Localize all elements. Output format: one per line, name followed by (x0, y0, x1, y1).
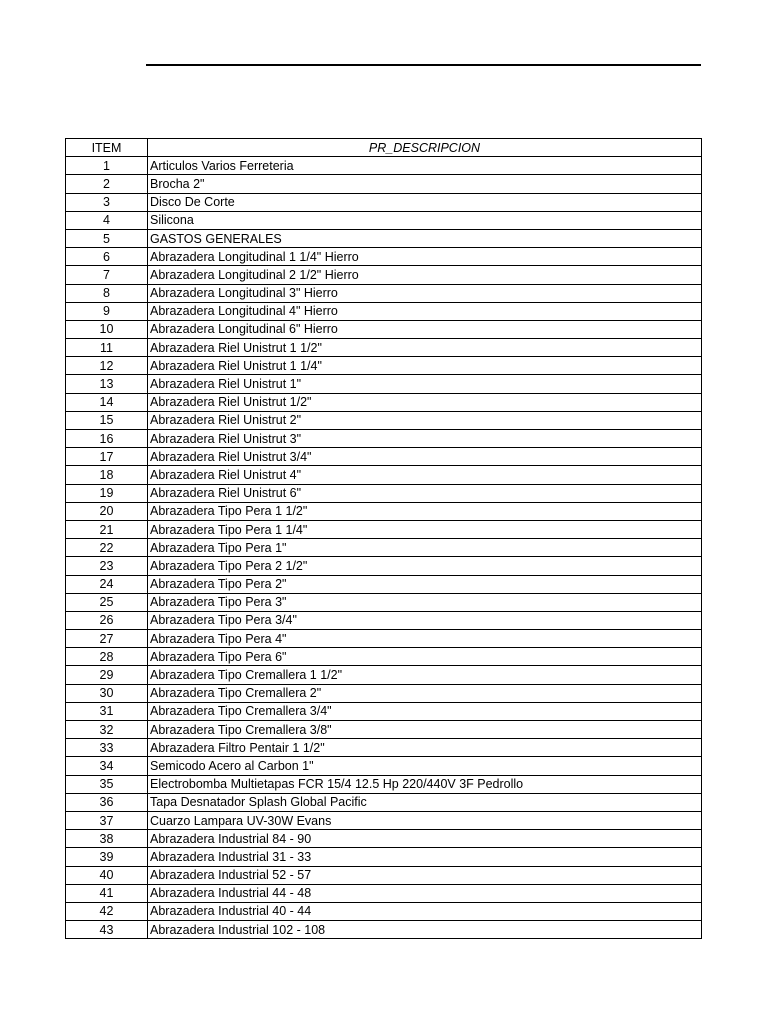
table-row (66, 702, 702, 720)
item-number-cell: 5 (66, 229, 148, 247)
description-cell: Abrazadera Riel Unistrut 1" (148, 375, 702, 393)
item-number-cell: 16 (66, 430, 148, 448)
description-cell: Abrazadera Tipo Pera 2 1/2" (148, 557, 702, 575)
item-number-cell: 38 (66, 830, 148, 848)
item-number-cell: 15 (66, 411, 148, 429)
table-row (66, 775, 702, 793)
table-row (66, 393, 702, 411)
item-number-cell: 2 (66, 175, 148, 193)
table-row (66, 884, 702, 902)
description-cell: Abrazadera Tipo Pera 2" (148, 575, 702, 593)
item-number-cell: 32 (66, 721, 148, 739)
table-body (66, 157, 702, 939)
item-number-cell: 40 (66, 866, 148, 884)
item-number-cell: 37 (66, 811, 148, 829)
item-number-cell: 11 (66, 339, 148, 357)
item-number-cell: 14 (66, 393, 148, 411)
item-number-cell: 33 (66, 739, 148, 757)
item-number-cell: 12 (66, 357, 148, 375)
table-row (66, 375, 702, 393)
item-number-cell: 18 (66, 466, 148, 484)
description-cell: Cuarzo Lampara UV-30W Evans (148, 811, 702, 829)
item-number-cell: 8 (66, 284, 148, 302)
table-header-row (66, 139, 702, 157)
table-row (66, 593, 702, 611)
item-number-cell: 21 (66, 520, 148, 538)
item-number-cell: 43 (66, 921, 148, 939)
item-number-cell: 35 (66, 775, 148, 793)
item-number-cell: 23 (66, 557, 148, 575)
table-row (66, 811, 702, 829)
item-number-cell: 39 (66, 848, 148, 866)
table-row (66, 502, 702, 520)
description-cell: Abrazadera Tipo Pera 3/4" (148, 611, 702, 629)
description-cell: Abrazadera Longitudinal 2 1/2" Hierro (148, 266, 702, 284)
description-cell: Tapa Desnatador Splash Global Pacific (148, 793, 702, 811)
description-cell: Abrazadera Industrial 102 - 108 (148, 921, 702, 939)
table-row (66, 539, 702, 557)
table-row (66, 921, 702, 939)
description-cell: GASTOS GENERALES (148, 229, 702, 247)
item-number-cell: 24 (66, 575, 148, 593)
item-number-cell: 25 (66, 593, 148, 611)
table-row (66, 666, 702, 684)
description-cell: Abrazadera Tipo Cremallera 2" (148, 684, 702, 702)
table-row (66, 339, 702, 357)
table-row (66, 721, 702, 739)
description-cell: Abrazadera Tipo Cremallera 1 1/2" (148, 666, 702, 684)
description-cell: Electrobomba Multietapas FCR 15/4 12.5 Hp 220/440V 3F Pedrollo (148, 775, 702, 793)
description-cell: Abrazadera Riel Unistrut 4" (148, 466, 702, 484)
description-cell: Abrazadera Industrial 52 - 57 (148, 866, 702, 884)
table-row (66, 175, 702, 193)
item-number-cell: 27 (66, 630, 148, 648)
description-cell: Abrazadera Longitudinal 4" Hierro (148, 302, 702, 320)
description-cell: Abrazadera Industrial 84 - 90 (148, 830, 702, 848)
item-number-cell: 30 (66, 684, 148, 702)
item-number-cell: 36 (66, 793, 148, 811)
description-cell: Abrazadera Riel Unistrut 1 1/4" (148, 357, 702, 375)
description-cell: Silicona (148, 211, 702, 229)
table-row (66, 248, 702, 266)
item-number-cell: 42 (66, 902, 148, 920)
description-cell: Abrazadera Riel Unistrut 2" (148, 411, 702, 429)
table-row (66, 448, 702, 466)
description-cell: Abrazadera Riel Unistrut 1 1/2" (148, 339, 702, 357)
description-cell: Abrazadera Industrial 31 - 33 (148, 848, 702, 866)
item-number-cell: 41 (66, 884, 148, 902)
description-cell: Abrazadera Longitudinal 6" Hierro (148, 320, 702, 338)
table-row (66, 793, 702, 811)
description-cell: Abrazadera Riel Unistrut 3" (148, 430, 702, 448)
item-number-cell: 3 (66, 193, 148, 211)
table-row (66, 411, 702, 429)
description-cell: Semicodo Acero al Carbon 1" (148, 757, 702, 775)
description-cell: Abrazadera Longitudinal 1 1/4" Hierro (148, 248, 702, 266)
description-cell: Abrazadera Industrial 40 - 44 (148, 902, 702, 920)
item-number-cell: 22 (66, 539, 148, 557)
table-row (66, 575, 702, 593)
table-row (66, 848, 702, 866)
table-row (66, 193, 702, 211)
item-number-cell: 20 (66, 502, 148, 520)
item-number-cell: 26 (66, 611, 148, 629)
table-row (66, 611, 702, 629)
item-number-cell: 1 (66, 157, 148, 175)
table-row (66, 302, 702, 320)
table-row (66, 902, 702, 920)
item-number-cell: 17 (66, 448, 148, 466)
table-row (66, 757, 702, 775)
table-row (66, 320, 702, 338)
table-row (66, 557, 702, 575)
table-row (66, 211, 702, 229)
description-cell: Abrazadera Riel Unistrut 6" (148, 484, 702, 502)
description-cell: Abrazadera Longitudinal 3" Hierro (148, 284, 702, 302)
top-divider-line (146, 64, 701, 66)
item-number-cell: 7 (66, 266, 148, 284)
item-number-cell: 34 (66, 757, 148, 775)
description-cell: Abrazadera Tipo Pera 3" (148, 593, 702, 611)
description-cell: Abrazadera Riel Unistrut 3/4" (148, 448, 702, 466)
table-row (66, 648, 702, 666)
table-row (66, 466, 702, 484)
table-row (66, 520, 702, 538)
description-cell: Abrazadera Industrial 44 - 48 (148, 884, 702, 902)
items-table (65, 138, 702, 939)
table-row (66, 739, 702, 757)
item-number-cell: 9 (66, 302, 148, 320)
description-cell: Abrazadera Tipo Pera 1 1/2" (148, 502, 702, 520)
table-row (66, 830, 702, 848)
item-number-cell: 31 (66, 702, 148, 720)
table-row (66, 229, 702, 247)
table-row (66, 357, 702, 375)
table-row (66, 157, 702, 175)
item-number-cell: 10 (66, 320, 148, 338)
table-row (66, 266, 702, 284)
item-number-cell: 29 (66, 666, 148, 684)
description-cell: Disco De Corte (148, 193, 702, 211)
description-cell: Abrazadera Tipo Pera 1 1/4" (148, 520, 702, 538)
description-cell: Abrazadera Riel Unistrut 1/2" (148, 393, 702, 411)
table-row (66, 430, 702, 448)
description-cell: Brocha 2" (148, 175, 702, 193)
table-row (66, 630, 702, 648)
table-row (66, 484, 702, 502)
item-number-cell: 28 (66, 648, 148, 666)
description-cell: Abrazadera Filtro Pentair 1 1/2" (148, 739, 702, 757)
column-header-item: ITEM (66, 139, 148, 157)
description-cell: Abrazadera Tipo Pera 4" (148, 630, 702, 648)
description-cell: Abrazadera Tipo Cremallera 3/8" (148, 721, 702, 739)
description-cell: Abrazadera Tipo Pera 1" (148, 539, 702, 557)
description-cell: Abrazadera Tipo Cremallera 3/4" (148, 702, 702, 720)
description-cell: Abrazadera Tipo Pera 6" (148, 648, 702, 666)
table-row (66, 284, 702, 302)
item-number-cell: 19 (66, 484, 148, 502)
item-number-cell: 6 (66, 248, 148, 266)
column-header-description: PR_DESCRIPCION (148, 139, 702, 157)
table-row (66, 684, 702, 702)
item-number-cell: 13 (66, 375, 148, 393)
item-number-cell: 4 (66, 211, 148, 229)
description-cell: Articulos Varios Ferreteria (148, 157, 702, 175)
table-row (66, 866, 702, 884)
